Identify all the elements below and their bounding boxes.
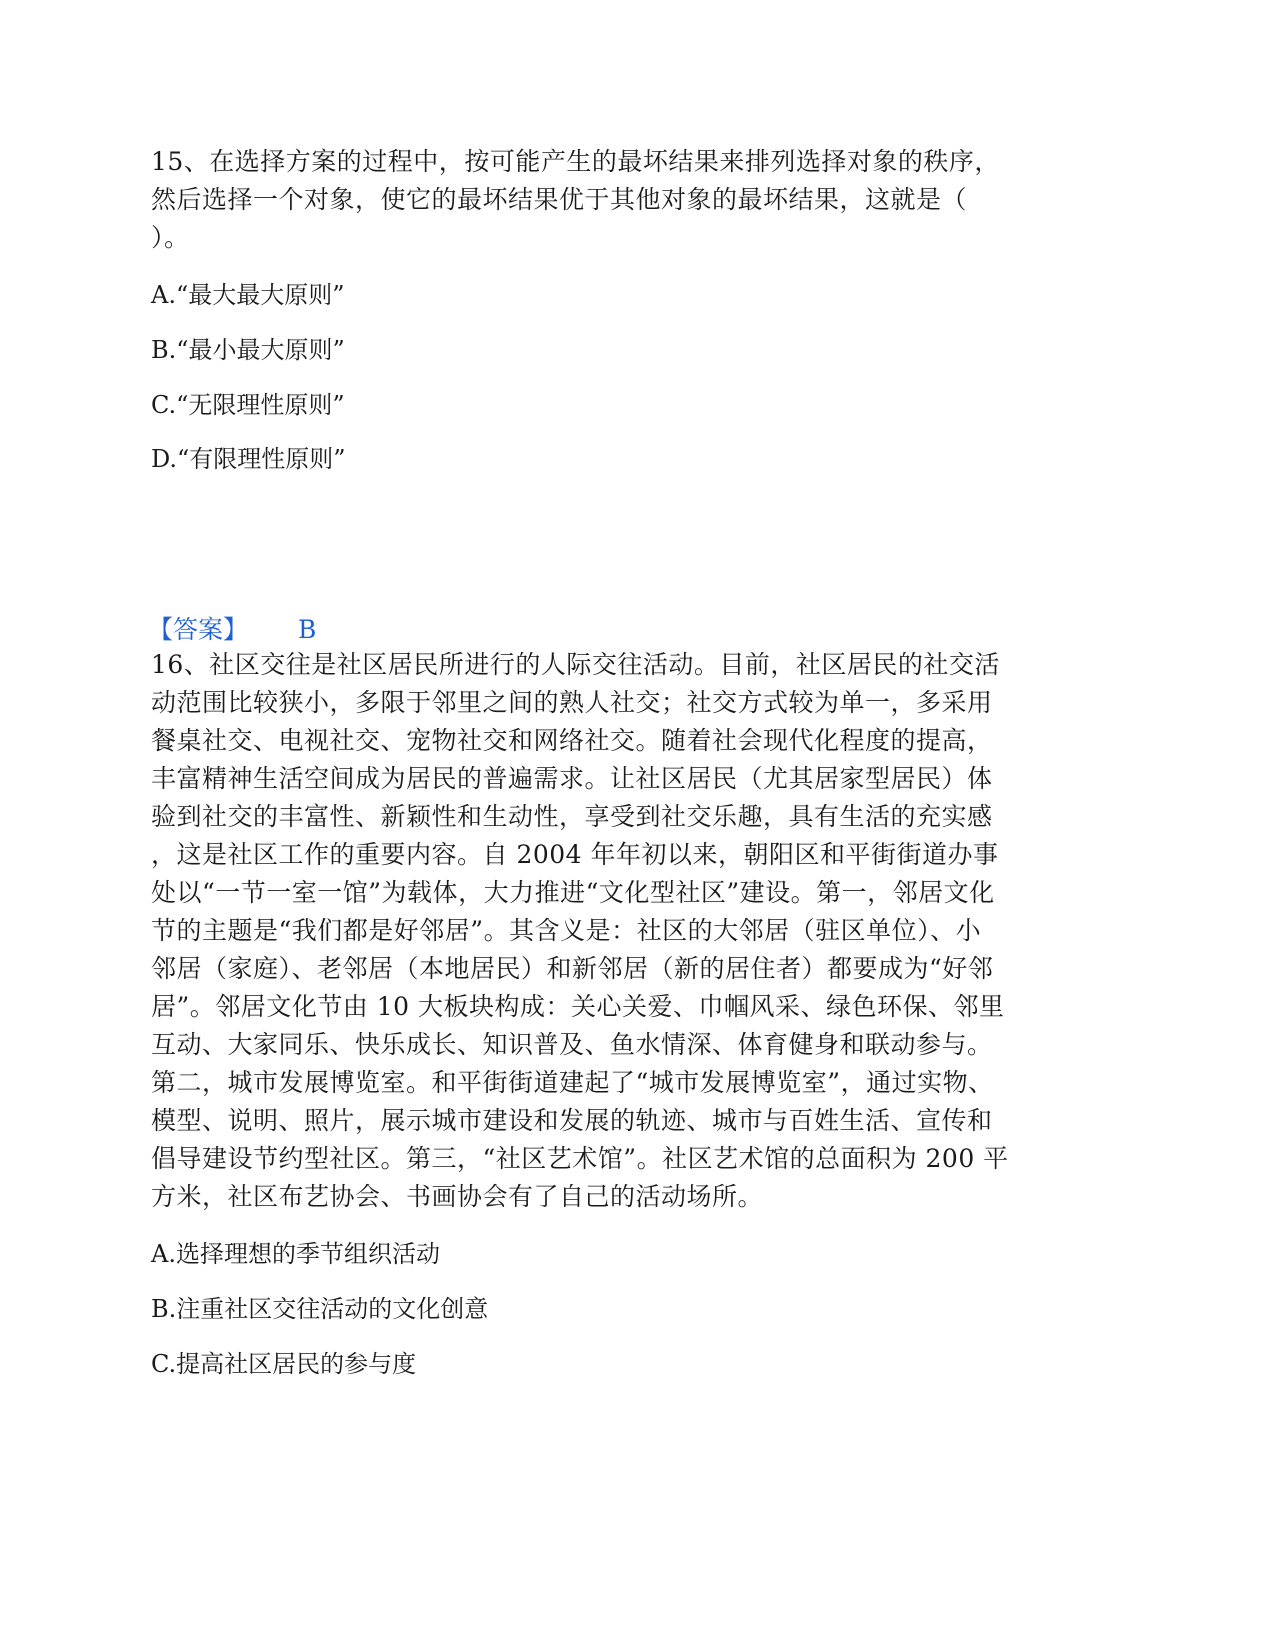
- answer-label: 【答案】: [148, 615, 249, 644]
- question-16-stem-line: 丰富精神生活空间成为居民的普遍需求。让社区居民（尤其居家型居民）体: [151, 764, 993, 793]
- question-16-stem-line: 验到社交的丰富性、新颖性和生动性，享受到社交乐趣，具有生活的充实感: [151, 802, 993, 831]
- question-15-stem-line: 15、在选择方案的过程中，按可能产生的最坏结果来排列选择对象的秩序，: [151, 147, 1000, 176]
- question-16-stem-line: 模型、说明、照片，展示城市建设和发展的轨迹、城市与百姓生活、宣传和: [151, 1106, 993, 1135]
- question-16-stem-line: 居”。邻居文化节由 10 大板块构成：关心关爱、巾帼风采、绿色环保、邻里: [151, 992, 1005, 1021]
- question-16-stem-line: 16、社区交往是社区居民所进行的人际交往活动。目前，社区居民的社交活: [151, 650, 1000, 679]
- question-15-option-d: D.“有限理性原则”: [151, 445, 346, 473]
- question-16-stem-line: 节的主题是“我们都是好邻居”。其含义是：社区的大邻居（驻区单位）、小: [151, 916, 982, 945]
- question-16-stem-line: 动范围比较狭小，多限于邻里之间的熟人社交；社交方式较为单一，多采用: [151, 688, 993, 717]
- answer-value: B: [298, 615, 317, 644]
- question-16-stem-line: 餐桌社交、电视社交、宠物社交和网络社交。随着社会现代化程度的提高，: [151, 726, 993, 755]
- question-15-option-b: B.“最小最大原则”: [151, 336, 345, 364]
- question-16-stem-line: 方米，社区布艺协会、书画协会有了自己的活动场所。: [151, 1182, 764, 1211]
- question-16-stem-line: ，这是社区工作的重要内容。自 2004 年年初以来，朝阳区和平街街道办事: [151, 840, 999, 869]
- question-16-stem-line: 互动、大家同乐、快乐成长、知识普及、鱼水情深、体育健身和联动参与。: [151, 1030, 993, 1059]
- question-16-option-a: A.选择理想的季节组织活动: [151, 1240, 440, 1268]
- question-15-option-c: C.“无限理性原则”: [151, 391, 345, 419]
- question-15-stem-line: 然后选择一个对象，使它的最坏结果优于其他对象的最坏结果，这就是（: [151, 185, 968, 214]
- question-16-stem-line: 处以“一节一室一馆”为载体，大力推进“文化型社区”建设。第一，邻居文化: [151, 878, 995, 907]
- question-16-option-c: C.提高社区居民的参与度: [151, 1350, 417, 1378]
- answer-line: [148, 612, 316, 648]
- question-16-stem-line: 邻居（家庭）、老邻居（本地居民）和新邻居（新的居住者）都要成为“好邻: [151, 954, 994, 983]
- question-15-stem-line: ）。: [151, 223, 190, 252]
- question-16-stem-line: 第二，城市发展博览室。和平街街道建起了“城市发展博览室”，通过实物、: [151, 1068, 994, 1097]
- question-15-option-a: A.“最大最大原则”: [151, 281, 345, 309]
- question-16-stem-line: 倡导建设节约型社区。第三，“社区艺术馆”。社区艺术馆的总面积为 200 平: [151, 1144, 1009, 1173]
- question-16-option-b: B.注重社区交往活动的文化创意: [151, 1295, 489, 1323]
